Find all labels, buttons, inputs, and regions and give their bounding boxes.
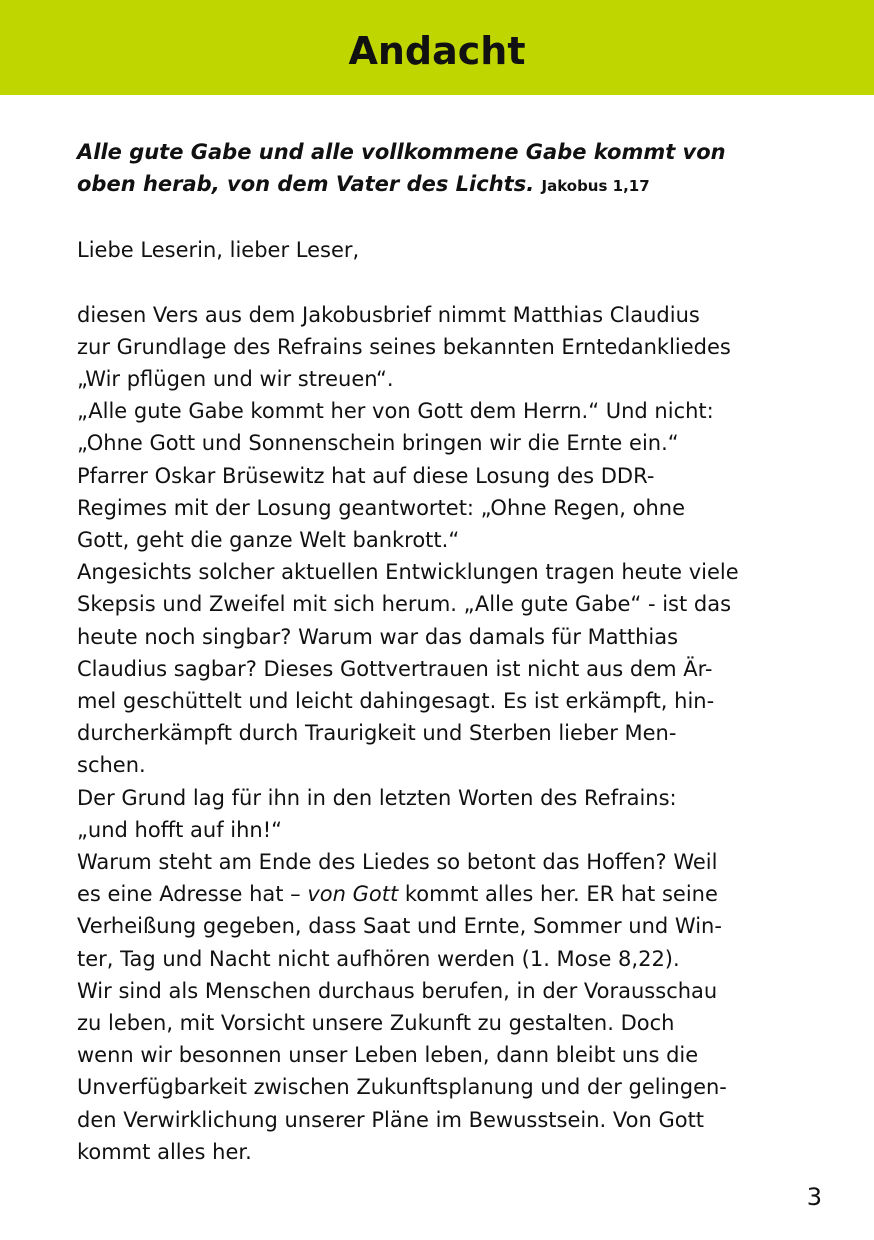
body-line: mel geschüttelt und leicht dahingesagt. Es ist erkämpft, hin- bbox=[77, 689, 715, 714]
epigraph-line: Alle gute Gabe und alle vollkommene Gabe kommt von bbox=[77, 140, 726, 164]
body-line: Pfarrer Oskar Brüsewitz hat auf diese Losung des DDR- bbox=[77, 463, 655, 488]
body-line: heute noch singbar? Warum war das damals für Matthias bbox=[77, 624, 679, 649]
body-line: zu leben, mit Vorsicht unsere Zukunft zu gestalten. Doch bbox=[77, 1011, 675, 1036]
body-line: kommt alles her. bbox=[77, 1139, 252, 1164]
body-line: Der Grund lag für ihn in den letzten Worten des Refrains: bbox=[77, 785, 677, 810]
page-title: Andacht bbox=[348, 29, 526, 73]
body-line: Claudius sagbar? Dieses Gottvertrauen ist nicht aus dem Är- bbox=[77, 656, 713, 681]
epigraph-line-with-reference bbox=[77, 168, 807, 202]
body-line: Gott, geht die ganze Welt bankrott.“ bbox=[77, 528, 460, 553]
body-line: „und hofft auf ihn!“ bbox=[77, 817, 283, 842]
body-line: Skepsis und Zweifel mit sich herum. „Alle gute Gabe“ - ist das bbox=[77, 592, 732, 617]
emphasis-von-gott: von Gott bbox=[307, 882, 399, 907]
article-content bbox=[77, 136, 807, 1168]
page-number: 3 bbox=[806, 1183, 822, 1211]
body-line: Unverfügbarkeit zwischen Zukunftsplanung und der gelingen- bbox=[77, 1075, 727, 1100]
body-line: zur Grundlage des Refrains seines bekannten Erntedankliedes bbox=[77, 334, 731, 359]
body-text-fragment: es eine Adresse hat – bbox=[77, 882, 308, 907]
body-line: schen. bbox=[77, 753, 146, 778]
body-line: Warum steht am Ende des Liedes so betont das Hoffen? Weil bbox=[77, 850, 718, 875]
body-line: Wir sind als Menschen durchaus berufen, in der Vorausschau bbox=[77, 978, 718, 1003]
epigraph-line: oben herab, von dem Vater des Lichts. bbox=[77, 172, 535, 197]
body-line: „Wir pflügen und wir streuen“. bbox=[77, 367, 394, 392]
body-line-with-emphasis bbox=[77, 878, 807, 910]
epigraph-verse bbox=[77, 136, 807, 202]
body-line: Regimes mit der Losung geantwortet: „Ohne Regen, ohne bbox=[77, 495, 686, 520]
scripture-reference: Jakobus 1,17 bbox=[541, 177, 650, 196]
body-line: durcherkämpft durch Traurigkeit und Sterben lieber Men- bbox=[77, 721, 677, 746]
body-line: „Ohne Gott und Sonnenschein bringen wir die Ernte ein.“ bbox=[77, 431, 679, 456]
body-line: den Verwirklichung unserer Pläne im Bewusstsein. Von Gott bbox=[77, 1107, 705, 1132]
body-line: „Alle gute Gabe kommt her von Gott dem Herrn.“ Und nicht: bbox=[77, 399, 714, 424]
body-line: Angesichts solcher aktuellen Entwicklungen tragen heute viele bbox=[77, 560, 739, 585]
body-text-fragment: kommt alles her. ER hat seine bbox=[398, 882, 718, 907]
body-line: ter, Tag und Nacht nicht aufhören werden (1. Mose 8,22). bbox=[77, 946, 680, 971]
body-line: Verheißung gegeben, dass Saat und Ernte, Sommer und Win- bbox=[77, 914, 722, 939]
body-line: diesen Vers aus dem Jakobusbrief nimmt Matthias Claudius bbox=[77, 302, 700, 327]
body-line: wenn wir besonnen unser Leben leben, dann bleibt uns die bbox=[77, 1043, 699, 1068]
body-text bbox=[77, 299, 807, 1168]
salutation: Liebe Leserin, lieber Leser, bbox=[77, 238, 360, 263]
